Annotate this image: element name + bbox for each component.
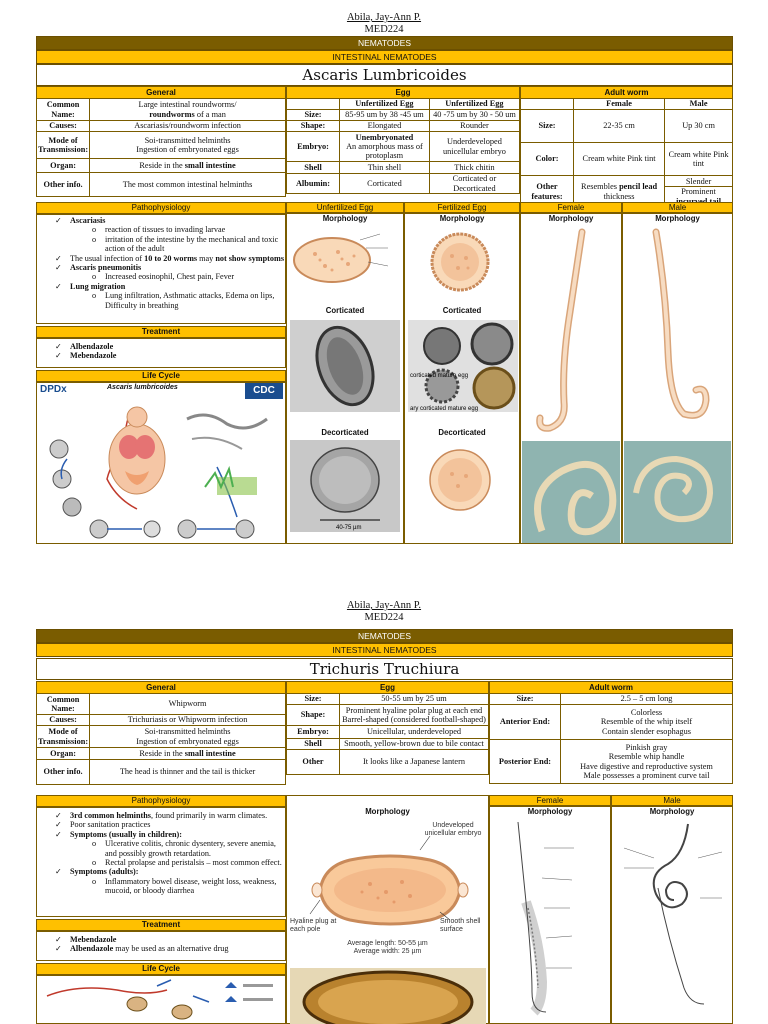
row-label: Common Name: [37, 99, 90, 121]
cell: Underdeveloped unicellular embryo [429, 132, 519, 162]
adult-col-head: Male [665, 99, 733, 110]
patho-item: ✓ Symptoms (adults): [55, 867, 139, 877]
patho-list [37, 811, 285, 896]
general-table [36, 86, 286, 197]
scale-label: 40-75 µm [336, 525, 362, 531]
row-label: Albumin: [287, 174, 340, 194]
patho-header: Pathophysiology [36, 202, 286, 214]
treatment-header: Treatment [36, 919, 286, 931]
patho-box [36, 214, 286, 324]
row-label: Size: [521, 110, 574, 143]
page-title: Ascaris Lumbricoides [36, 64, 733, 86]
cell: Cream white Pink tint [574, 143, 665, 176]
cell: 22-35 cm [574, 110, 665, 143]
lifecycle-header: Life Cycle [36, 963, 286, 975]
author-name: Abila, Jay-Ann P. [346, 600, 422, 611]
row-value: Reside in the small intestine [90, 159, 286, 173]
row-label: Other [287, 750, 340, 775]
cell: It looks like a Japanese lantern [340, 750, 489, 775]
fig-head-fert: Fertilized Egg [404, 202, 520, 214]
section-general: General [37, 87, 286, 99]
cell: Thick chitin [429, 162, 519, 174]
morph-label: Morphology [527, 807, 573, 816]
row-label: Organ: [37, 748, 90, 760]
treatment-box [36, 931, 286, 961]
egg-col-head: Unfertilized Egg [340, 99, 430, 110]
corticated-label: Corticated [442, 306, 482, 315]
egg-table [286, 681, 489, 775]
row-label: Other info. [37, 760, 90, 785]
cell: Unicellular, underdeveloped [340, 726, 489, 739]
morph-label: Morphology [365, 807, 410, 816]
egg-length: Average length: 50-55 µm [347, 940, 428, 947]
subgroup-bar: INTESTINAL NEMATODES [36, 50, 733, 64]
treatment-item: ✓ Albendazole [55, 342, 114, 351]
row-label: Color: [521, 143, 574, 176]
row-value: The head is thinner and the tail is thicker [90, 760, 286, 785]
general-table [36, 681, 286, 785]
row-label: Common Name: [37, 694, 90, 715]
fert-decorticated-drawing [408, 440, 518, 532]
cell: Pinkish gray Resemble whip handle Have digestive and reproductive system Male possesses a prominent curve tail [561, 740, 733, 784]
patho-item: ✓ Poor sanitation practices [55, 820, 151, 830]
row-label: Shell [287, 162, 340, 174]
patho-item: o Increased eosinophil, Chest pain, Fever [92, 272, 235, 282]
row-label: Other info. [37, 173, 90, 197]
row-label: Causes: [37, 715, 90, 726]
row-label: Organ: [37, 159, 90, 173]
adult-table [489, 681, 733, 784]
morph-label: Morphology [439, 214, 485, 223]
author-name: Abila, Jay-Ann P. [346, 12, 422, 23]
row-label: Size: [287, 110, 340, 121]
adult-table [520, 86, 733, 208]
cell: Prominent hyaline polar plug at each end Barrel-shaped (considered football-shaped) [340, 705, 489, 726]
cell: Colorless Resemble of the whip itself Contain slender esophagus [561, 705, 733, 740]
patho-item: o Ulcerative colitis, chronic dysentery, severe anemia, and possibly growth retardation. [92, 839, 276, 858]
fig-head-female: Female [520, 202, 622, 214]
page1-header [0, 12, 768, 36]
row-label: Anterior End: [490, 705, 561, 740]
row-value: Large intestinal roundworms/ roundworms of a man [90, 99, 286, 121]
patho-item: ✓ Lung migration [55, 281, 126, 291]
row-label: Shape: [287, 705, 340, 726]
treatment-item: ✓ Mebendazole [55, 935, 117, 944]
row-value: Ascariasis/roundworm infection [90, 121, 286, 132]
fig-head-unfert: Unfertilized Egg [286, 202, 404, 214]
row-value: Soi-transmitted helminths Ingestion of embryonated eggs [90, 726, 286, 748]
egg-col-head: Unfertilized Egg [429, 99, 519, 110]
treatment-box [36, 338, 286, 368]
patho-item: ✓ The usual infection of 10 to 20 worms may not show symptoms [55, 253, 285, 263]
fert-caption: corticated mature egg [410, 373, 469, 379]
cell: Unembryonated An amorphous mass of protoplasm [340, 132, 430, 162]
patho-item: o irritation of the intestine by the mechanical and toxic action of the adult [92, 234, 279, 254]
fig-head-male: Male [622, 202, 733, 214]
cell: Up 30 cm [665, 110, 733, 143]
page2-header [0, 600, 768, 624]
decorticated-label: Decorticated [438, 428, 486, 437]
section-egg: Egg [287, 682, 489, 694]
group-bar: NEMATODES [36, 629, 733, 643]
row-label: Other features: [521, 176, 574, 208]
row-label: Causes: [37, 121, 90, 132]
female-worm-photo [522, 441, 620, 543]
lifecycle-diagram [37, 399, 285, 543]
row-label: Embryo: [287, 726, 340, 739]
section-adult: Adult worm [490, 682, 733, 694]
row-label: Shape: [287, 121, 340, 132]
cell: Corticated or Decorticated [429, 174, 519, 194]
section-adult: Adult worm [521, 87, 733, 99]
lifecycle-diagram [37, 976, 286, 1024]
egg-label-plug: Hyaline plug at each pole [290, 918, 337, 933]
treatment-item: ✓ Albendazole may be used as an alternative drug [55, 944, 229, 954]
row-value: The most common intestinal helminths [90, 173, 286, 197]
male-worm-drawing [626, 226, 730, 436]
fig-head-female: Female [489, 795, 611, 807]
morph-label: Morphology [649, 807, 695, 816]
row-label: Size: [287, 694, 340, 705]
page-title: Trichuris Truchiura [36, 658, 733, 680]
patho-item: o Inflammatory bowel disease, weight loss, weakness, mucoid, or bloody diarrhea [92, 876, 277, 896]
egg-table [286, 86, 520, 194]
corticated-label: Corticated [325, 306, 365, 315]
egg-label-embryo: Undeveloped unicellular embryo [424, 822, 482, 837]
cell: Elongated [340, 121, 430, 132]
fert-egg-drawing [408, 226, 518, 302]
lifecycle-figure [36, 975, 286, 1024]
fert-caption: ary corticated mature egg [410, 406, 479, 412]
patho-box [36, 807, 286, 917]
treatment-item: ✓ Mebendazole [55, 351, 117, 361]
section-egg: Egg [287, 87, 520, 99]
female-worm-drawing [524, 226, 620, 436]
row-label: Embryo: [287, 132, 340, 162]
cell: Smooth, yellow-brown due to bile contact [340, 739, 489, 750]
course-code: MED224 [364, 24, 404, 35]
cdc-logo: CDC [245, 383, 283, 399]
cell: Cream white Pink tint [665, 143, 733, 176]
row-label: Mode of Transmission: [38, 727, 89, 746]
fert-corticated-photo [408, 320, 518, 412]
cell: 85-95 um by 38 -45 um [340, 110, 430, 121]
row-label: Mode of Transmission: [37, 132, 90, 159]
unfert-egg-drawing [290, 226, 400, 302]
subgroup-bar: INTESTINAL NEMATODES [36, 643, 733, 657]
group-bar: NEMATODES [36, 36, 733, 50]
patho-item: ✓ 3rd common helminths, found primarily in warm climates. [55, 811, 268, 820]
patho-item: o Lung infiltration, Asthmatic attacks, Edema on lips, Difficulty in breathing [92, 291, 275, 310]
cell: Corticated [340, 174, 430, 194]
dpdx-logo: DPDx [40, 384, 67, 395]
course-code: MED224 [364, 612, 404, 623]
cell: 50-55 um by 25 um [340, 694, 489, 705]
morph-label: Morphology [322, 214, 368, 223]
row-value: Reside in the small intestine [90, 748, 286, 760]
treatment-header: Treatment [36, 326, 286, 338]
egg-label-shell: Smooth shell surface [440, 918, 481, 933]
patho-item: o Rectal prolapse and peristalsis – most common effect. [92, 858, 282, 868]
row-label: Size: [490, 694, 561, 705]
male-whipworm-drawing [618, 818, 730, 1018]
cell: 40 -75 um by 30 - 50 um [429, 110, 519, 121]
morph-label: Morphology [655, 214, 700, 223]
cell: Rounder [429, 121, 519, 132]
row-value: Soi-transmitted helminths Ingestion of embryonated eggs [90, 132, 286, 159]
cell: 2.5 – 5 cm long [561, 694, 733, 705]
patho-item: ✓ Symptoms (usually in children): [55, 829, 182, 839]
whipworm-egg-photo [290, 968, 486, 1024]
cell: Slender Prominent [665, 176, 733, 208]
row-value: Trichuriasis or Whipworm infection [90, 715, 286, 726]
patho-item: ✓ Ascaris pneumonitis [55, 263, 142, 273]
lifecycle-figure [36, 382, 286, 544]
patho-item: o reaction of tissues to invading larvae [92, 225, 226, 235]
lifecycle-caption: Ascaris lumbricoides [107, 384, 178, 391]
cell: Thin shell [340, 162, 430, 174]
egg-width: Average width: 25 µm [353, 948, 422, 955]
male-worm-photo [624, 441, 731, 543]
section-general: General [37, 682, 286, 694]
female-whipworm-drawing [498, 818, 604, 1018]
unfert-decorticated-photo [290, 440, 400, 532]
cell: Resembles pencil lead thickness [574, 176, 665, 208]
patho-list [37, 216, 285, 310]
lifecycle-header: Life Cycle [36, 370, 286, 382]
fig-head-male: Male [611, 795, 733, 807]
row-value: Whipworm [90, 694, 286, 715]
patho-header: Pathophysiology [36, 795, 286, 807]
row-label: Posterior End: [490, 740, 561, 784]
unfert-corticated-photo [290, 320, 400, 412]
patho-item: ✓ Ascariasis [55, 216, 106, 225]
adult-col-head: Female [574, 99, 665, 110]
morph-label: Morphology [548, 214, 594, 223]
decorticated-label: Decorticated [321, 428, 369, 437]
row-label: Shell [287, 739, 340, 750]
